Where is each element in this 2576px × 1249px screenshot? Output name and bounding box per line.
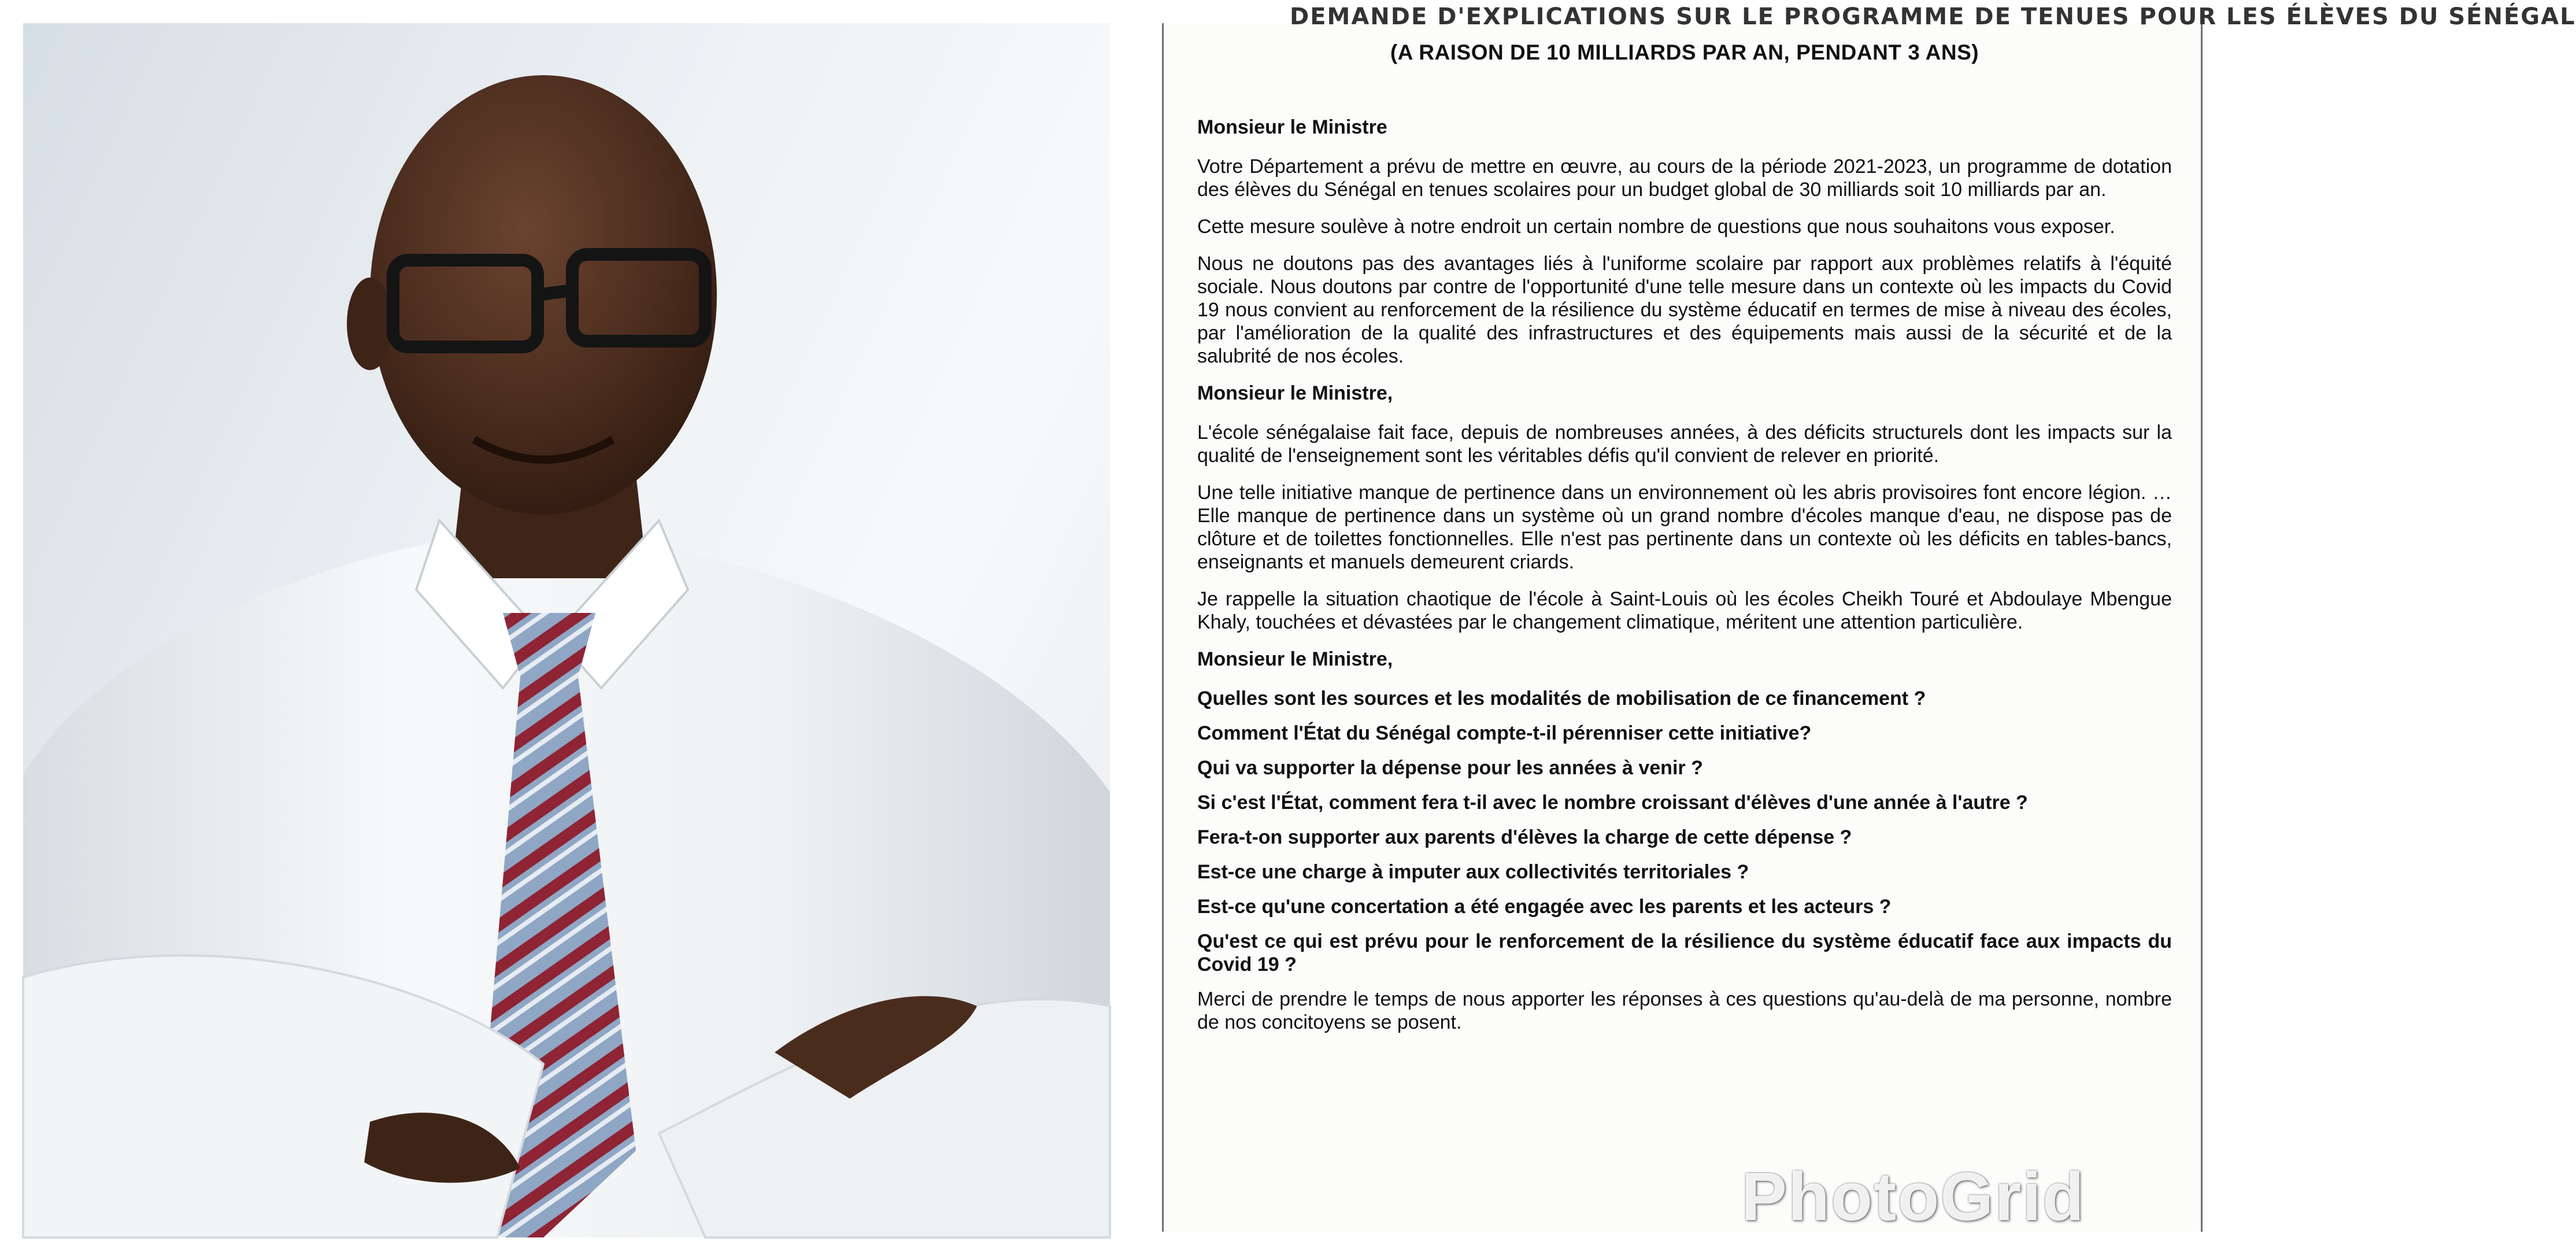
question-2: Comment l'État du Sénégal compte-t-il pérenniser cette initiative? (1197, 722, 1812, 744)
question-7: Est-ce qu'une concertation a été engagée avec les parents et les acteurs ? (1197, 896, 1892, 918)
cut-off-title: DEMANDE D'EXPLICATIONS SUR LE PROGRAMME DE TENUES POUR LES ÉLÈVES DU SÉNÉGAL (1290, 3, 2576, 30)
paragraph-2: Cette mesure soulève à notre endroit un certain nombre de questions que nous souhaitons vous exposer. (1197, 216, 2115, 238)
question-1: Quelles sont les sources et les modalités de mobilisation de ce financement ? (1197, 688, 1926, 710)
letter-body (1197, 116, 2172, 1048)
paragraph-3: Nous ne doutons pas des avantages liés à l'uniforme scolaire par rapport aux problèmes relatifs à l'équité sociale. Nous doutons par contre de l'opportunité d'une telle mesure dans un contexte où les impacts du Covid 19 nous convient au renforcement de la résilience du système éducatif en termes de mise à niveau des écoles, par l'amélioration de la qualité des infrastructures et des équipements mais aussi de la sécurité et de la salubrité de nos écoles. (1197, 253, 2172, 367)
man-portrait-illustration (23, 23, 1110, 1237)
question-6: Est-ce une charge à imputer aux collectivités territoriales ? (1197, 861, 1749, 883)
salutation: Monsieur le Ministre, (1197, 648, 1393, 670)
paragraph-6: Je rappelle la situation chaotique de l'école à Saint-Louis où les écoles Cheikh Touré et Abdoulaye Mbengue Khaly, touchées et dévastées par le changement climatique, méritent une attention particulière. (1197, 588, 2172, 633)
paragraph-4: L'école sénégalaise fait face, depuis de nombreuses années, à des déficits structurels dont les impacts sur la qualité de l'enseignement sont les véritables défis qu'il convient de relever en priorité. (1197, 422, 2172, 467)
letter-subtitle: (A RAISON DE 10 MILLIARDS PAR AN, PENDANT 3 ANS) (1390, 40, 1979, 64)
question-4: Si c'est l'État, comment fera t-il avec le nombre croissant d'élèves d'une année à l'autre ? (1197, 792, 2028, 814)
question-8: Qu'est ce qui est prévu pour le renforcement de la résilience du système éducatif face aux impacts du Covid 19 ? (1197, 930, 2172, 975)
salutation: Monsieur le Ministre (1197, 116, 1387, 138)
letter-document (1162, 3, 2576, 1235)
paragraph-1: Votre Département a prévu de mettre en œuvre, au cours de la période 2021-2023, un programme de dotation des élèves du Sénégal en tenues scolaires pour un budget global de 30 milliards soit 10 milliards par an. (1197, 156, 2172, 201)
paragraph-5: Une telle initiative manque de pertinence dans un environnement où les abris provisoires font encore légion. … Elle manque de pertinence dans un système où un grand nombre d'écoles manque d'eau, ne dispose pas de clôture et de toilettes fonctionnelles. Elle n'est pas pertinente dans un contexte où les déficits en tables-bancs, enseignants et manuels demeurent criards. (1197, 482, 2172, 573)
ear (347, 278, 393, 370)
question-3: Qui va supporter la dépense pour les années à venir ? (1197, 757, 1703, 779)
photogrid-watermark: PhotoGrid (1741, 1159, 2085, 1235)
question-5: Fera-t-on supporter aux parents d'élèves la charge de cette dépense ? (1197, 826, 1852, 848)
closing-paragraph: Merci de prendre le temps de nous apporter les réponses à ces questions qu'au-delà de ma personne, nombre de nos concitoyens se posent. (1197, 988, 2172, 1033)
salutation: Monsieur le Ministre, (1197, 382, 1393, 404)
portrait-photo (23, 23, 1110, 1237)
